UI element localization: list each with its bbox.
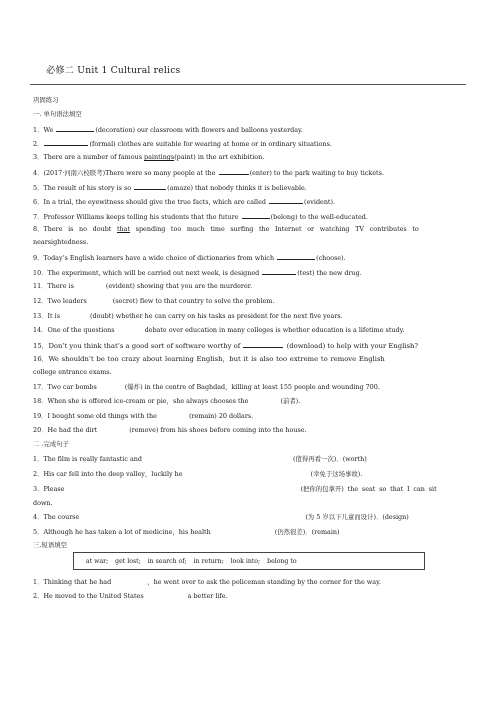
s1-item-18: 18．When she is offered ice-cream or pie，she always chooses the (前者). (33, 397, 301, 405)
underlined-word: paintings (144, 153, 175, 161)
s2-item-1: 1．The film is really fantastic and (值得再看一次)．(worth) (33, 455, 367, 463)
s3-item-2: 2．He moved to the United States a better life. (33, 592, 228, 600)
s1-item-1: 1．We (decoration) our classroom with flowers and balloons yesterday. (33, 126, 303, 134)
s1-item-7: 7．Professor Williams keeps telling his students that the future (belong) to the well-educated. (33, 213, 368, 221)
answer-blank[interactable] (44, 139, 88, 146)
s1-item-6: 6．In a trial, the eyewitness should give the true facts, which are called (evident). (33, 198, 336, 206)
s1-item-16: 16．We shouldn’t be too crazy about learning English，but it is also too extreme to remove English (33, 355, 385, 363)
phrase-list (86, 558, 304, 565)
s2-item-3-cont: down. (33, 499, 53, 507)
s1-item-3: 3．There are a number of famous paintings(paint) in the art exhibition. (33, 153, 265, 161)
s1-item-17: 17．Two car bombs (爆炸) in the centre of Baghdad，killing at least 155 people and wounding 700. (33, 383, 380, 391)
answer-blank[interactable] (269, 197, 303, 204)
title-divider (30, 84, 466, 85)
s1-item-8-cont: nearsightedness. (33, 238, 89, 246)
s2-item-3: 3．Please (把你的包拿开) the seat so that I can sit (33, 485, 437, 493)
page-title: 必修二 Unit 1 Cultural relics (46, 65, 181, 76)
section2-heading: 二 .完成句子 (33, 440, 70, 448)
phrase-option: belong to (267, 558, 297, 565)
answer-blank[interactable] (134, 183, 166, 190)
answer-blank[interactable] (243, 341, 283, 348)
s1-item-19: 19．I bought some old things with the (remain) 20 dollars. (33, 412, 254, 420)
s1-item-10: 10．The experiment, which will be carried out next week, is designed (test) the new drug. (33, 269, 362, 277)
phrase-option: look into; (230, 558, 261, 565)
s1-item-2: 2． (formal) clothes are suitable for wearing at home or in ordinary situations. (33, 140, 332, 148)
section3-heading: 三.短语填空 (33, 541, 67, 549)
s1-item-14: 14．One of the questions debate over education in many colleges is whether education is a lifetime study. (33, 326, 405, 334)
phrase-option: in return; (193, 558, 224, 565)
phrase-option: at war; (86, 558, 109, 565)
s2-item-2: 2．His car fell into the deep valley，luckily he (幸免于这场事故). (33, 470, 363, 478)
phrase-option: in search of; (147, 558, 187, 565)
answer-blank[interactable] (219, 168, 249, 175)
underlined-word: that (116, 225, 131, 233)
answer-blank[interactable] (262, 268, 296, 275)
section1-heading: 一. 单句语法填空 (33, 110, 82, 118)
s1-item-16-cont: college entrance exams. (33, 368, 112, 376)
s1-item-8: 8．There is no doubt that spending too much time surfing the Internet or watching TV contributes to (33, 225, 419, 233)
s2-item-4: 4．The course (为 5 岁以下儿童而设计)．(design) (33, 513, 409, 521)
s2-item-5: 5．Although he has taken a lot of medicine，his health (仍然很差)．(remain) (33, 528, 340, 536)
answer-blank[interactable] (56, 125, 94, 132)
answer-blank[interactable] (242, 212, 270, 219)
s1-item-15: 15．Don’t you think that’s a good sort of software worthy of (download) to help with your English? (33, 342, 418, 350)
s1-item-12: 12．Two leaders (secret) flew to that country to solve the problem. (33, 297, 275, 305)
s1-item-13: 13．It is (doubt) whether he can carry on his tasks as president for the next five years. (33, 312, 343, 320)
s1-item-20: 20．He had the dirt (remove) from his shoes before coming into the house. (33, 426, 307, 434)
s3-item-1: 1．Thinking that he had ，he went over to ask the policeman standing by the corner for the way. (33, 578, 381, 586)
intro-label: 巩固练习 (33, 96, 59, 104)
s1-item-5: 5．The result of his story is so (amaze) that nobody thinks it is believable. (33, 184, 307, 192)
s1-item-4: 4．(2017·河南六校联考)There were so many people at the (enter) to the park waiting to buy tickets. (33, 169, 384, 177)
s1-item-9: 9．Today’s English learners have a wide choice of dictionaries from which (choose). (33, 254, 346, 262)
phrase-option: get lost; (115, 558, 141, 565)
s1-item-11: 11．There is (evident) showing that you are the murderer. (33, 282, 253, 290)
answer-blank[interactable] (277, 253, 315, 260)
